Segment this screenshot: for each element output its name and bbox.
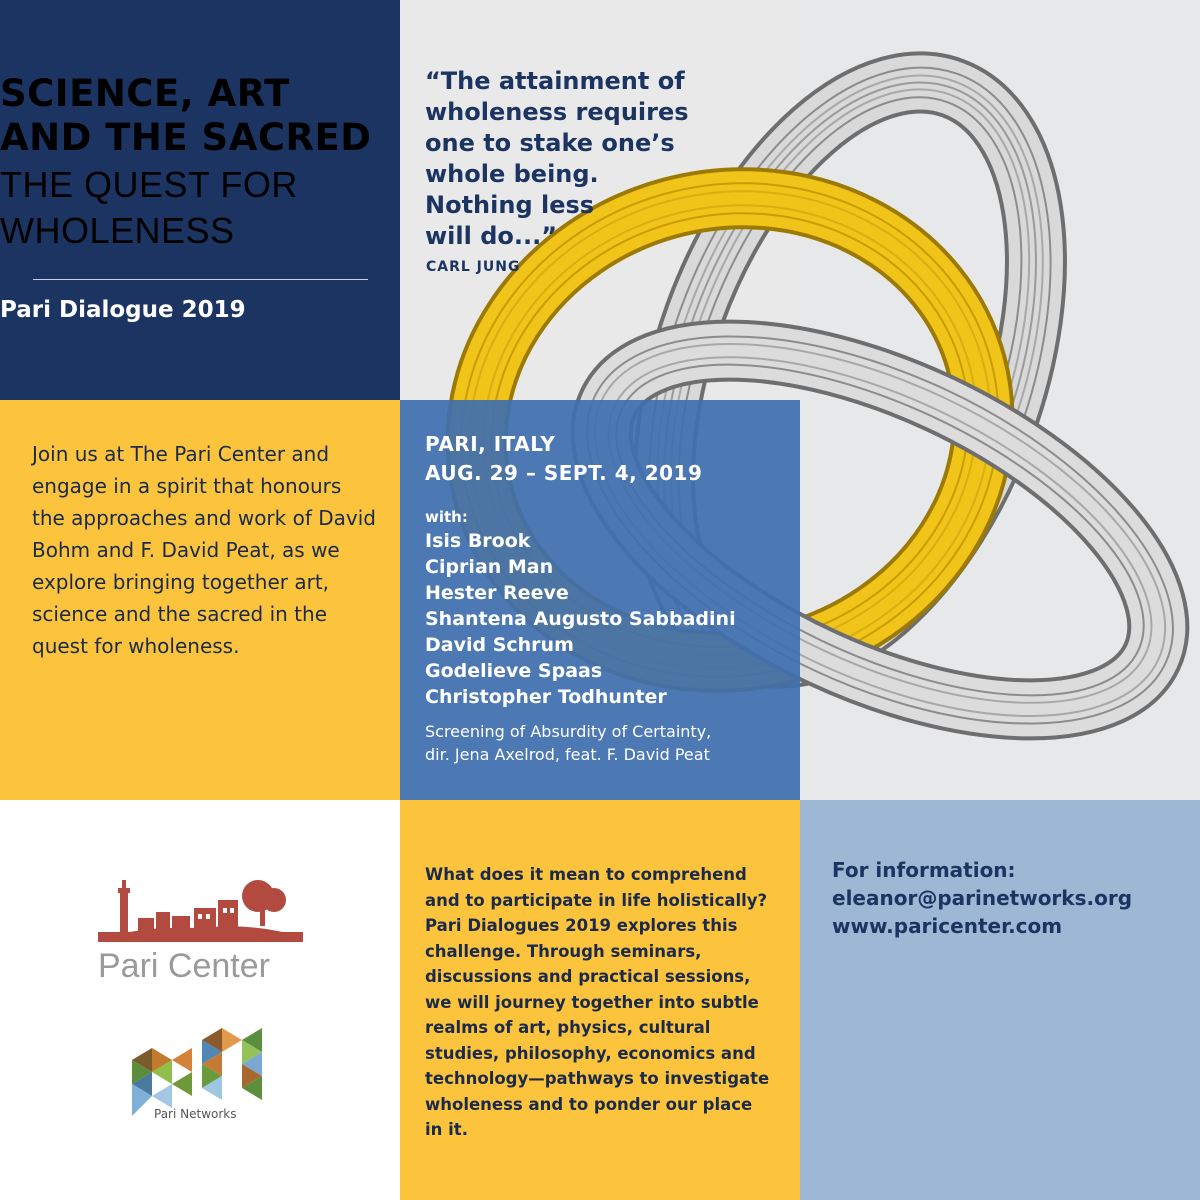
quote-line-4: whole being. [425, 160, 599, 188]
quote-line-2: wholeness requires [425, 98, 689, 126]
pari-center-logo-text: Pari Center [98, 947, 270, 985]
speaker-item: Godelieve Spaas [425, 660, 603, 682]
quote-line-3: one to stake one’s [425, 129, 675, 157]
title-line-3: THE QUEST FOR [0, 164, 298, 205]
pari-center-logo-icon [98, 878, 303, 942]
screening-line-2: dir. Jena Axelrod, feat. F. David Peat [425, 745, 710, 764]
event-dates: AUG. 29 – SEPT. 4, 2019 [425, 461, 703, 485]
screening-line-1: Screening of Absurdity of Certainty, [425, 722, 712, 741]
speaker-item: Hester Reeve [425, 582, 569, 604]
with-label: with: [425, 508, 468, 526]
info-website-link[interactable]: www.paricenter.com [832, 914, 1063, 938]
join-paragraph: Join us at The Pari Center and engage in a spirit that honours the approaches and work of David Bohm and F. David Peat, as we explore bringing together art, science and the sacred in the quest for wholeness. [32, 442, 376, 658]
title-line-4: WHOLENESS [0, 210, 235, 251]
quote-author: CARL JUNG [426, 259, 521, 275]
speaker-item: Ciprian Man [425, 556, 554, 578]
speaker-item: Christopher Todhunter [425, 686, 667, 708]
speaker-item: Isis Brook [425, 530, 531, 552]
quote-line-1: “The attainment of [425, 67, 685, 95]
title-line-1: SCIENCE, ART [0, 72, 290, 115]
speaker-item: Shantena Augusto Sabbadini [425, 608, 736, 630]
logos-panel [0, 800, 400, 1200]
pari-networks-logo-icon [122, 1020, 278, 1120]
speaker-item: David Schrum [425, 634, 574, 656]
quote-line-6: will do...” [425, 222, 557, 250]
event-location: PARI, ITALY [425, 432, 556, 456]
description-paragraph: What does it mean to comprehend and to participate in life holistically? Pari Dialogues 2019 explores this challenge. Through seminars, discussions and practical sessions, we will journey together into subtle realms of art, physics, cultural studies, philosophy, economics and technology—pathways to investigate wholeness and to ponder our place in it. [425, 865, 770, 1139]
title-line-2: AND THE SACRED [0, 116, 372, 159]
info-email-link[interactable]: eleanor@parinetworks.org [832, 886, 1133, 910]
quote-line-5: Nothing less [425, 191, 595, 219]
info-label: For information: [832, 858, 1016, 882]
subtitle: Pari Dialogue 2019 [0, 297, 246, 323]
pari-networks-logo-text: Pari Networks [154, 1107, 237, 1121]
title-divider [33, 279, 368, 280]
